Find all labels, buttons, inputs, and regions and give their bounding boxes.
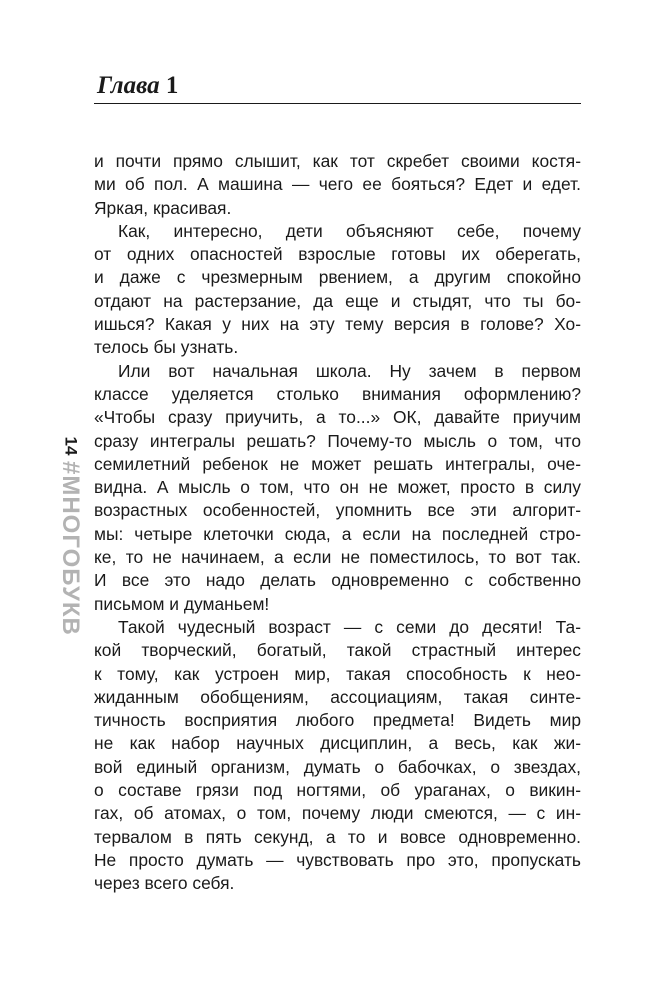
text-line: классе уделяется столько внимания оформлению? xyxy=(94,383,581,404)
text-line: Такой чудесный возраст — с семи до десяти! Та- xyxy=(118,616,581,637)
side-label xyxy=(58,437,82,647)
text-line: телось бы узнать. xyxy=(94,337,239,358)
series-tag: #МНОГОБУКВ xyxy=(57,461,84,636)
text-line: тичность восприятия любого предмета! Видеть мир xyxy=(94,710,581,731)
text-line: отдают на растерзание, да еще и стыдят, что ты бо- xyxy=(94,290,581,311)
chapter-rule xyxy=(94,103,581,104)
chapter-header xyxy=(94,72,581,104)
text-line: не как набор научных дисциплин, а весь, как жи- xyxy=(94,733,581,754)
text-line: Или вот начальная школа. Ну зачем в первом xyxy=(118,360,581,381)
text-line: гах, об атомах, о том, почему люди смеются, — с ин- xyxy=(94,803,581,824)
chapter-title xyxy=(94,72,581,100)
text-line: Яркая, красивая. xyxy=(94,197,232,218)
text-line: письмом и думаньем! xyxy=(94,593,270,614)
text-line: И все это надо делать одновременно с собственно xyxy=(94,570,581,591)
page-number: 14 xyxy=(60,436,80,456)
text-line: ишься? Какая у них на эту тему версия в голове? Хо- xyxy=(94,314,581,335)
text-line: и почти прямо слышит, как тот скребет своими костя- xyxy=(94,151,581,171)
text-line: жиданным обобщениям, ассоциациям, такая синте- xyxy=(94,686,581,707)
text-line: Как, интересно, дети объясняют себе, почему xyxy=(118,220,581,241)
text-line: к тому, как устроен мир, такая способность к нео- xyxy=(94,663,581,684)
text-line: видна. А мысль о том, что он не может, просто в силу xyxy=(94,477,581,498)
text-line: о составе грязи под ногтями, об ураганах, о викин- xyxy=(94,780,581,801)
text-line: от одних опасностей взрослые готовы их оберегать, xyxy=(94,244,581,265)
text-line: тервалом в пять секунд, а то и вовсе одновременно. xyxy=(94,826,581,847)
text-line: ми об пол. А машина — чего ее бояться? Едет и едет. xyxy=(94,174,581,195)
text-line: сразу интегралы решать? Почему-то мысль о том, что xyxy=(94,430,581,451)
chapter-number: 1 xyxy=(165,72,179,99)
text-line: ке, то не начинаем, а если не поместилось, то вот так. xyxy=(94,547,581,568)
body-text xyxy=(94,150,581,896)
text-line: возрастных особенностей, упомнить все эти алгорит- xyxy=(94,500,581,521)
series-tag-container xyxy=(58,461,82,647)
text-line: «Чтобы сразу приучить, а то...» ОК, давайте приучим xyxy=(94,407,581,428)
text-line: Не просто думать — чувствовать про это, пропускать xyxy=(94,849,581,870)
chapter-word: Глава xyxy=(97,72,160,99)
text-line: кой творческий, богатый, такой страстный интерес xyxy=(94,640,581,661)
text-line: через всего себя. xyxy=(94,873,235,894)
text-line: семилетний ребенок не может решать интегралы, оче- xyxy=(94,453,581,474)
text-line: и даже с чрезмерным рвением, а другим спокойно xyxy=(94,267,581,288)
text-line: мы: четыре клеточки сюда, а если на последней стро- xyxy=(94,523,581,544)
text-line: вой единый организм, думать о бабочках, о звездах, xyxy=(94,756,581,777)
